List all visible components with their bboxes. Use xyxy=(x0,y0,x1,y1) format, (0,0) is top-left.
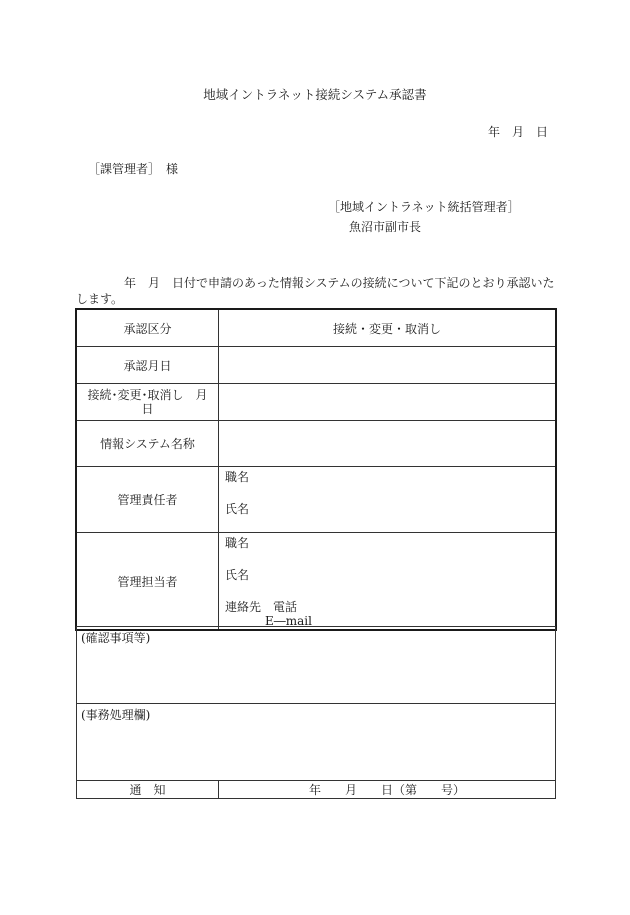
staff-field[interactable] xyxy=(219,533,556,630)
confirmation-label: (確認事項等) xyxy=(81,631,151,645)
staff-title-label: 職名 xyxy=(225,536,250,550)
notice-value[interactable]: 年 月 日（第 号） xyxy=(219,781,556,799)
issuer-name: 魚沼市副市長 xyxy=(349,220,422,234)
approval-type-label: 承認区分 xyxy=(77,310,219,347)
approval-date-label: 承認月日 xyxy=(77,347,219,384)
office-label: (事務処理欄) xyxy=(81,708,151,722)
responsible-field[interactable] xyxy=(219,467,556,533)
row-approval-type xyxy=(77,310,556,347)
document-date: 年 月 日 xyxy=(487,125,548,139)
approval-date-field[interactable] xyxy=(219,347,556,384)
system-name-label: 情報システム名称 xyxy=(77,421,219,467)
row-responsible xyxy=(77,467,556,533)
approval-table xyxy=(76,309,556,630)
change-date-field[interactable] xyxy=(219,384,556,421)
responsible-title-label: 職名 xyxy=(225,470,250,484)
responsible-name-label: 氏名 xyxy=(225,502,250,516)
notes-table xyxy=(76,626,556,799)
confirmation-field[interactable] xyxy=(77,627,556,704)
office-field[interactable] xyxy=(77,704,556,781)
row-system-name xyxy=(77,421,556,467)
row-notice xyxy=(77,781,556,799)
row-staff xyxy=(77,533,556,630)
system-name-field[interactable] xyxy=(219,421,556,467)
staff-contact-label: 連絡先 電話 xyxy=(225,600,298,614)
row-confirmation xyxy=(77,627,556,704)
document-title: 地域イントラネット接続システム承認書 xyxy=(203,87,427,102)
body-text-line-1: 年 月 日付で申請のあった情報システムの接続について下記のとおり承認いた xyxy=(124,276,555,290)
row-approval-date xyxy=(77,347,556,384)
issuer-organization: ［地域イントラネット統括管理者］ xyxy=(328,200,520,214)
staff-name-label: 氏名 xyxy=(225,568,250,582)
responsible-label: 管理責任者 xyxy=(77,467,219,533)
row-change-date xyxy=(77,384,556,421)
approval-type-value[interactable]: 接続・変更・取消し xyxy=(219,310,556,347)
staff-email-label: E―mail xyxy=(265,614,312,628)
body-text-line-2: します。 xyxy=(76,292,124,306)
addressee: ［課管理者］ 様 xyxy=(88,162,179,176)
row-office xyxy=(77,704,556,781)
staff-label: 管理担当者 xyxy=(77,533,219,630)
notice-label: 通 知 xyxy=(77,781,219,799)
change-date-label-line-1: 接続･変更･取消し 月 xyxy=(87,388,208,402)
change-date-label xyxy=(77,384,219,421)
change-date-label-line-2: 日 xyxy=(141,402,154,416)
